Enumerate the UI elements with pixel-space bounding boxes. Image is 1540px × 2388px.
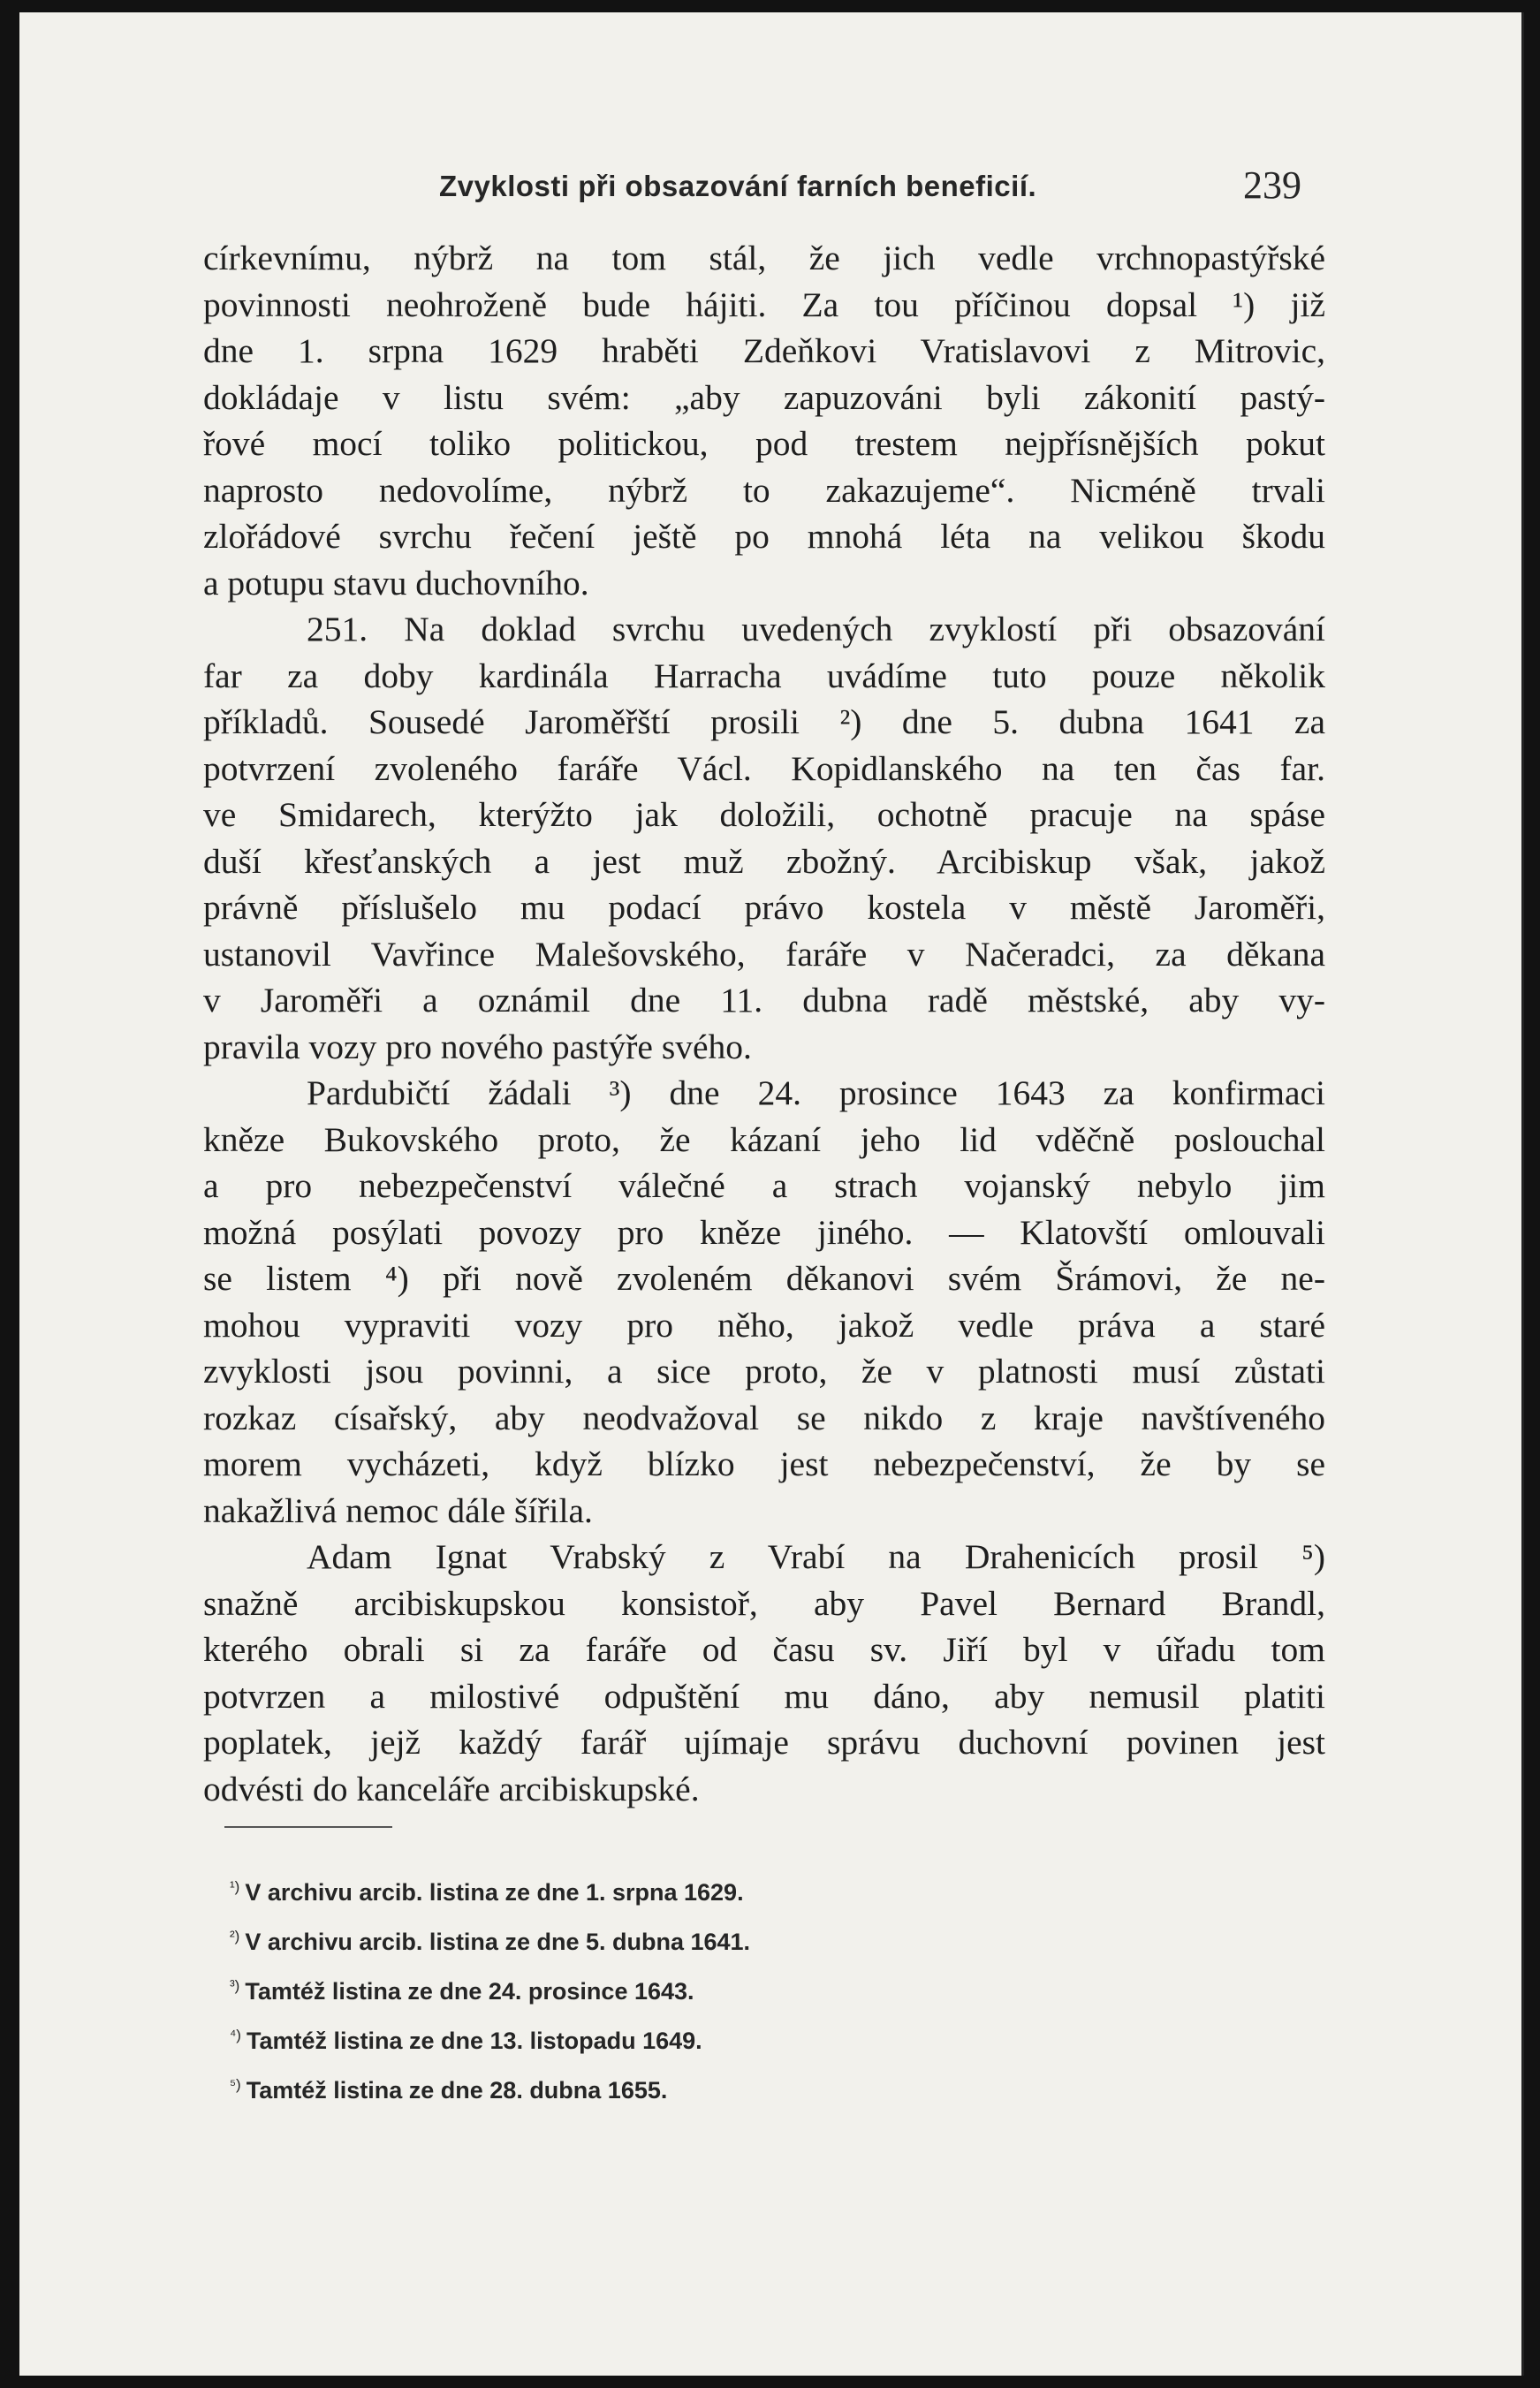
text-line: možná posýlati povozy pro kněze jiného. — Klatovští omlouvali — [203, 1212, 1325, 1252]
text-line: zvyklosti jsou povinni, a sice proto, že v platnosti musí zůstati — [203, 1352, 1325, 1391]
text-line: nakažlivá nemoc dále šířila. — [203, 1490, 593, 1530]
footnote-mark: ⁴) — [230, 2027, 241, 2043]
footnote-text: Tamtéž listina ze dne 24. prosince 1643. — [245, 1978, 694, 2005]
footnote — [230, 1914, 750, 1964]
text-line: 251. Na doklad svrchu uvedených zvyklostí při obsazování — [307, 610, 1325, 648]
text-line: v Jaroměři a oznámil dne 11. dubna radě městské, aby vy- — [203, 981, 1325, 1020]
footnote-text: V archivu arcib. listina ze dne 5. dubna 1641. — [245, 1929, 751, 1955]
text-line: dne 1. srpna 1629 hraběti Zdeňkovi Vratislavovi z Mitrovic, — [203, 331, 1325, 370]
text-line: dokládaje v listu svém: „aby zapuzováni byli zákonití pastý- — [203, 377, 1325, 417]
text-line: rozkaz císařský, aby neodvažoval se nikdo z kraje navštíveného — [203, 1398, 1325, 1437]
page-header — [19, 163, 1521, 216]
footnote — [230, 2063, 750, 2112]
text-line: řové mocí toliko politickou, pod trestem nejpřísnějších pokut — [203, 424, 1325, 463]
text-line: far za doby kardinála Harracha uvádíme tuto pouze několik — [203, 656, 1325, 695]
text-line: ustanovil Vavřince Malešovského, faráře v Načeradci, za děkana — [203, 934, 1325, 974]
footnote-divider — [224, 1826, 392, 1828]
text-line: morem vycházeti, když blízko jest nebezpečenství, že by se — [203, 1444, 1325, 1483]
text-line: církevnímu, nýbrž na tom stál, že jich vedle vrchnopastýřské — [203, 239, 1325, 277]
text-line: potvrzen a milostivé odpuštění mu dáno, aby nemusil platiti — [203, 1676, 1325, 1716]
text-line: a potupu stavu duchovního. — [203, 563, 589, 603]
footnote-text: Tamtéž listina ze dne 28. dubna 1655. — [246, 2077, 668, 2104]
text-line: snažně arcibiskupskou konsistoř, aby Pavel Bernard Brandl, — [203, 1583, 1325, 1623]
text-line: kterého obrali si za faráře od času sv. Jiří byl v úřadu tom — [203, 1630, 1325, 1669]
text-line: poplatek, jejž každý farář ujímaje správu duchovní povinen jest — [203, 1723, 1325, 1762]
text-line: duší křesťanských a jest muž zbožný. Arcibiskup však, jakož — [203, 841, 1325, 881]
page-number: 239 — [1243, 163, 1301, 207]
body-text — [203, 235, 1325, 1812]
footnotes — [230, 1865, 750, 2112]
text-line: Adam Ignat Vrabský z Vrabí na Drahenicích prosil ⁵) — [307, 1537, 1325, 1576]
footnote-mark: ⁵) — [230, 2076, 241, 2093]
footnote-mark: ³) — [230, 1977, 240, 1994]
footnote — [230, 1964, 750, 2013]
text-line: ve Smidarech, kterýžto jak doložili, ochotně pracuje na spáse — [203, 795, 1325, 834]
text-line: Pardubičtí žádali ³) dne 24. prosince 1643 za konfirmaci — [307, 1073, 1325, 1112]
text-line: povinnosti neohroženě bude hájiti. Za tou příčinou dopsal ¹) již — [203, 284, 1325, 324]
footnote-mark: ¹) — [230, 1878, 240, 1895]
text-line: mohou vypraviti vozy pro něho, jakož vedle práva a staré — [203, 1305, 1325, 1345]
text-line: naprosto nedovolíme, nýbrž to zakazujeme“. Nicméně trvali — [203, 470, 1325, 510]
text-line: a pro nebezpečenství válečné a strach vojanský nebylo jim — [203, 1166, 1325, 1205]
footnote-text: V archivu arcib. listina ze dne 1. srpna 1629. — [245, 1879, 744, 1906]
footnote-text: Tamtéž listina ze dne 13. listopadu 1649. — [246, 2028, 702, 2054]
text-line: příkladů. Sousedé Jaroměřští prosili ²) dne 5. dubna 1641 za — [203, 702, 1325, 741]
text-line: právně příslušelo mu podací právo kostela v městě Jaroměři, — [203, 888, 1325, 927]
text-line: zlořádové svrchu řečení ještě po mnohá léta na velikou škodu — [203, 517, 1325, 556]
text-line: potvrzení zvoleného faráře Václ. Kopidlanského na ten čas far. — [203, 748, 1325, 788]
footnote — [230, 2013, 750, 2063]
running-title: Zvyklosti při obsazování farních beneficií. — [439, 170, 1037, 202]
text-line: se listem ⁴) při nově zvoleném děkanovi svém Šrámovi, že ne- — [203, 1259, 1325, 1298]
text-line: kněze Bukovského proto, že kázaní jeho lid vděčně poslouchal — [203, 1119, 1325, 1159]
book-page — [19, 12, 1524, 2376]
footnote-mark: ²) — [230, 1928, 240, 1945]
footnote — [230, 1865, 750, 1914]
text-line: odvésti do kanceláře arcibiskupské. — [203, 1769, 700, 1808]
text-line: pravila vozy pro nového pastýře svého. — [203, 1027, 752, 1066]
